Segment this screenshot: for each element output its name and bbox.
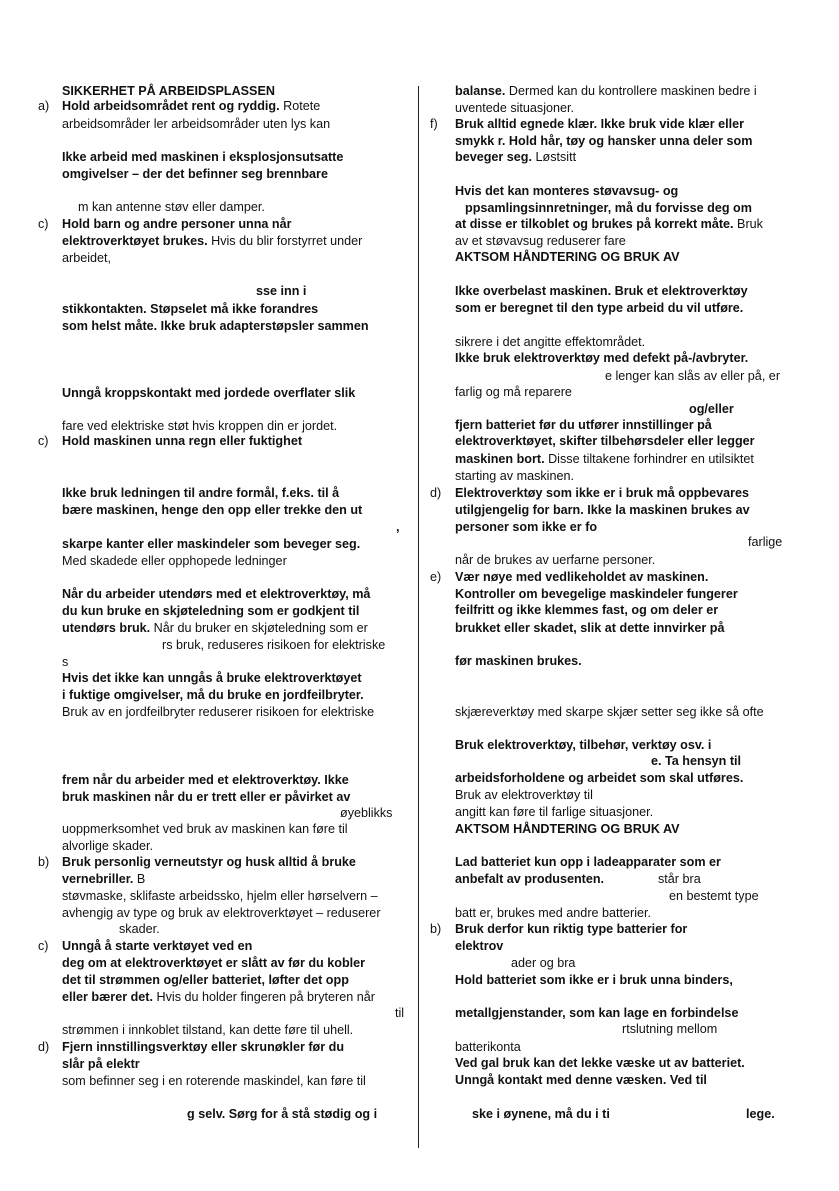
bold-text-segment: det til strømmen og/eller batteriet, løfter det opp xyxy=(62,973,349,987)
text-segment: Disse tiltakene forhindrer en utilsiktet xyxy=(544,452,754,466)
bold-text-segment: vernebriller. xyxy=(62,872,134,886)
bold-text-segment: Ikke arbeid med maskinen i eksplosjonsutsatte xyxy=(62,150,344,164)
text-line xyxy=(119,922,160,937)
bold-text-segment: AKTSOM HÅNDTERING OG BRUK AV xyxy=(455,822,680,836)
text-segment: som befinner seg i en roterende maskindel, kan føre til xyxy=(62,1074,366,1088)
text-segment: rs bruk, reduseres risikoen for elektriske xyxy=(162,638,386,652)
text-line xyxy=(748,535,782,550)
text-line xyxy=(455,587,738,602)
text-line xyxy=(62,855,356,870)
text-line xyxy=(455,553,655,568)
bold-text-segment: Elektroverktøy som ikke er i bruk må oppbevares xyxy=(455,486,749,500)
bold-text-segment: Bruk alltid egnede klær. Ikke bruk vide klær eller xyxy=(455,117,745,131)
text-line xyxy=(455,805,653,820)
text-line xyxy=(187,1107,377,1122)
text-line xyxy=(455,603,718,618)
list-marker: a) xyxy=(38,99,50,113)
text-segment: rtslutning mellom xyxy=(622,1022,718,1036)
bold-text-segment: Fjern innstillingsverktøy eller skrunøkler før du xyxy=(62,1040,345,1054)
text-line xyxy=(62,486,339,501)
bold-text-segment: utendørs bruk. xyxy=(62,621,151,635)
text-line xyxy=(455,922,687,937)
list-marker: d) xyxy=(430,486,442,500)
bold-text-segment: slår på elektr xyxy=(62,1057,140,1071)
text-segment: strømmen i innkoblet tilstand, kan dette føre til uhell. xyxy=(62,1023,354,1037)
bold-text-segment: Unngå kroppskontakt med jordede overflater slik xyxy=(62,386,356,400)
text-line xyxy=(455,335,645,350)
bold-text-segment: Bruk elektroverktøy, tilbehør, verktøy osv. i xyxy=(455,738,712,752)
text-segment: farlige xyxy=(748,535,783,549)
text-line xyxy=(651,754,741,769)
text-segment: Rotete xyxy=(279,99,321,113)
text-segment: farlig og må reparere xyxy=(455,385,572,399)
bold-text-segment: Hold batteriet som ikke er i bruk unna binders, xyxy=(455,973,733,987)
bold-text-segment: Bruk personlig verneutstyr og husk alltid å bruke xyxy=(62,855,356,869)
text-line xyxy=(455,906,651,921)
text-segment: m kan antenne støv eller damper. xyxy=(78,200,265,214)
text-line xyxy=(455,1056,745,1071)
bold-text-segment: Hold barn og andre personer unna når xyxy=(62,217,292,231)
bold-text-segment: fjern batteriet før du utfører innstillinger på xyxy=(455,418,712,432)
list-marker: b) xyxy=(430,922,442,936)
bold-text-segment: deg om at elektroverktøyet er slått av før du kobler xyxy=(62,956,366,970)
bold-text-segment: Unngå å starte verktøyet ved en xyxy=(62,939,253,953)
text-line xyxy=(62,790,350,805)
text-line xyxy=(746,1107,775,1122)
list-marker: c) xyxy=(38,939,49,953)
bold-text-segment: Ved gal bruk kan det lekke væske ut av batteriet. xyxy=(455,1056,745,1070)
bold-text-segment: Lad batteriet kun opp i ladeapparater som er xyxy=(455,855,721,869)
text-line xyxy=(455,101,574,116)
text-line xyxy=(472,1107,610,1122)
text-segment: alvorlige skader. xyxy=(62,839,154,853)
text-line xyxy=(62,150,343,165)
text-line xyxy=(669,889,759,904)
bold-text-segment: beveger seg. xyxy=(455,150,533,164)
text-line xyxy=(455,771,743,786)
bold-text-segment: feilfritt og ikke klemmes fast, og om deler er xyxy=(455,603,719,617)
text-line xyxy=(62,773,349,788)
text-line xyxy=(62,990,375,1005)
list-marker: c) xyxy=(38,434,49,448)
text-segment: øyeblikks xyxy=(340,806,393,820)
text-line xyxy=(62,217,292,232)
text-line xyxy=(455,705,764,720)
text-line xyxy=(455,822,680,837)
text-line xyxy=(689,402,734,417)
text-line xyxy=(455,351,748,366)
bold-text-segment: lege. xyxy=(746,1107,775,1121)
list-marker: d) xyxy=(38,1040,50,1054)
text-line xyxy=(62,956,365,971)
text-line xyxy=(62,973,349,988)
text-line xyxy=(62,386,355,401)
bold-text-segment: Ikke overbelast maskinen. Bruk et elektroverktøy xyxy=(455,284,748,298)
bold-text-segment: som helst måte. Ikke bruk adapterstøpsler sammen xyxy=(62,319,369,333)
text-segment: batterikonta xyxy=(455,1040,521,1054)
text-segment: sikrere i det angitte effektområdet. xyxy=(455,335,646,349)
text-segment: Bruk xyxy=(733,217,763,231)
bold-text-segment: som er beregnet til den type arbeid du vil utføre. xyxy=(455,301,744,315)
text-segment: angitt kan føre til farlige situasjoner. xyxy=(455,805,654,819)
text-line xyxy=(62,537,360,552)
bold-text-segment: Hvis det ikke kan unngås å bruke elektroverktøyet xyxy=(62,671,362,685)
bold-text-segment: personer som ikke er fo xyxy=(455,520,598,534)
text-line xyxy=(455,738,711,753)
text-line xyxy=(62,1057,140,1072)
bold-text-segment: smykk r. Hold hår, tøy og hansker unna deler som xyxy=(455,134,753,148)
bold-text-segment: balanse. xyxy=(455,84,506,98)
text-line xyxy=(622,1022,717,1037)
text-line xyxy=(455,234,626,249)
text-line xyxy=(455,503,750,518)
text-segment: starting av maskinen. xyxy=(455,469,574,483)
text-line xyxy=(62,705,374,720)
bold-text-segment: du kun bruke en skjøteledning som er godkjent til xyxy=(62,604,360,618)
text-line xyxy=(62,1040,344,1055)
text-segment: støvmaske, sklifaste arbeidssko, hjelm eller hørselvern – xyxy=(62,889,378,903)
bold-text-segment: maskinen bort. xyxy=(455,452,545,466)
text-segment: når de brukes av uerfarne personer. xyxy=(455,553,656,567)
bold-text-segment: at disse er tilkoblet og brukes på korrekt måte. xyxy=(455,217,734,231)
text-line xyxy=(62,1074,366,1089)
bold-text-segment: i fuktige omgivelser, må du bruke en jordfeilbryter. xyxy=(62,688,364,702)
text-segment: batt er, brukes med andre batterier. xyxy=(455,906,652,920)
bold-text-segment: Bruk derfor kun riktig type batterier for xyxy=(455,922,688,936)
text-line xyxy=(62,1023,353,1038)
text-line xyxy=(455,621,724,636)
text-line xyxy=(62,604,359,619)
text-line xyxy=(162,638,385,653)
list-marker: c) xyxy=(38,217,49,231)
text-segment: Hvis du blir forstyrret under xyxy=(207,234,363,248)
text-line xyxy=(455,788,593,803)
bold-text-segment: Ikke bruk ledningen til andre formål, f.eks. til å xyxy=(62,486,340,500)
text-line xyxy=(511,956,575,971)
text-segment: e lenger kan slås av eller på, er xyxy=(605,369,781,383)
text-line xyxy=(62,839,153,854)
text-segment: av et støvavsug reduserer fare xyxy=(455,234,626,248)
text-line xyxy=(455,939,503,954)
bold-text-segment: omgivelser – der det befinner seg brennbare xyxy=(62,167,328,181)
bold-text-segment: metallgjenstander, som kan lage en forbindelse xyxy=(455,1006,739,1020)
bold-text-segment: anbefalt av produsenten. xyxy=(455,872,605,886)
text-line xyxy=(455,973,733,988)
text-line xyxy=(396,520,400,535)
bold-text-segment: før maskinen brukes. xyxy=(455,654,582,668)
text-segment: arbeidet, xyxy=(62,251,112,265)
text-line xyxy=(62,889,378,904)
text-line xyxy=(455,385,572,400)
text-line xyxy=(78,200,265,215)
text-line xyxy=(256,284,306,299)
bold-text-segment: og/eller xyxy=(689,402,734,416)
text-line xyxy=(455,1073,707,1088)
bold-text-segment: sse inn i xyxy=(256,284,307,298)
text-segment: en bestemt type xyxy=(669,889,759,903)
text-segment: Med skadede eller opphopede ledninger xyxy=(62,554,287,568)
bold-text-segment: Ikke bruk elektroverktøy med defekt på-/avbryter. xyxy=(455,351,749,365)
text-segment: ader og bra xyxy=(511,956,576,970)
text-line xyxy=(62,167,328,182)
text-line xyxy=(62,688,364,703)
list-marker: f) xyxy=(430,117,438,131)
bold-text-segment: Hvis det kan monteres støvavsug- og xyxy=(455,184,679,198)
bold-text-segment: eller bærer det. xyxy=(62,990,153,1004)
text-line xyxy=(455,486,749,501)
text-line xyxy=(62,302,318,317)
text-line xyxy=(455,1040,521,1055)
bold-text-segment: brukket eller skadet, slik at dette innvirker på xyxy=(455,621,725,635)
text-segment: Bruk av en jordfeilbryter reduserer risikoen for elektriske xyxy=(62,705,375,719)
bold-text-segment: elektrov xyxy=(455,939,504,953)
text-line xyxy=(455,284,748,299)
bold-text-segment: Vær nøye med vedlikeholdet av maskinen. xyxy=(455,570,709,584)
text-line xyxy=(455,654,582,669)
text-segment: B xyxy=(133,872,146,886)
text-line xyxy=(62,906,381,921)
text-segment: Dermed kan du kontrollere maskinen bedre i xyxy=(505,84,757,98)
text-line xyxy=(465,201,752,216)
text-line xyxy=(62,117,330,132)
bold-text-segment: arbeidsforholdene og arbeidet som skal utføres. xyxy=(455,771,744,785)
text-line xyxy=(455,301,743,316)
bold-text-segment: g selv. Sørg for å stå stødig og i xyxy=(187,1107,378,1121)
text-line xyxy=(62,872,145,887)
bold-text-segment: elektroverktøyet, skifter tilbehørsdeler eller legger xyxy=(455,434,755,448)
text-segment: til xyxy=(395,1006,405,1020)
text-segment: arbeidsområder ler arbeidsområder uten lys kan xyxy=(62,117,331,131)
text-segment: Bruk av elektroverktøy til xyxy=(455,788,593,802)
text-segment: står bra xyxy=(658,872,701,886)
text-segment: Hvis du holder fingeren på bryteren når xyxy=(153,990,375,1004)
text-line xyxy=(455,250,680,265)
text-segment: avhengig av type og bruk av elektroverktøyet – reduserer xyxy=(62,906,381,920)
text-line xyxy=(395,1006,404,1021)
text-line xyxy=(455,1006,738,1021)
text-line xyxy=(455,434,755,449)
text-line xyxy=(62,655,68,670)
bold-text-segment: utilgjengelig for barn. Ikke la maskinen brukes av xyxy=(455,503,750,517)
text-line xyxy=(62,822,348,837)
bold-text-segment: e. Ta hensyn til xyxy=(651,754,742,768)
text-line xyxy=(605,369,780,384)
bold-text-segment: Hold arbeidsområdet rent og ryddig. xyxy=(62,99,280,113)
text-line xyxy=(62,554,287,569)
bold-text-segment: SIKKERHET PÅ ARBEIDSPLASSEN xyxy=(62,84,275,98)
text-line xyxy=(455,117,744,132)
bold-text-segment: Unngå kontakt med denne væsken. Ved til xyxy=(455,1073,707,1087)
bold-text-segment: Kontroller om bevegelige maskindeler fungerer xyxy=(455,587,738,601)
text-line xyxy=(62,621,368,636)
bold-text-segment: elektroverktøyet brukes. xyxy=(62,234,208,248)
text-line xyxy=(455,134,752,149)
text-segment: uventede situasjoner. xyxy=(455,101,575,115)
text-line xyxy=(62,234,362,249)
list-marker: e) xyxy=(430,570,442,584)
text-line xyxy=(455,150,576,165)
bold-text-segment: , xyxy=(396,520,400,534)
bold-text-segment: ske i øynene, må du i ti xyxy=(472,1107,610,1121)
text-line xyxy=(62,671,362,686)
text-line xyxy=(455,84,757,99)
text-segment: skjæreverktøy med skarpe skjær setter seg ikke så ofte xyxy=(455,705,764,719)
bold-text-segment: bruk maskinen når du er trett eller er påvirket av xyxy=(62,790,351,804)
bold-text-segment: frem når du arbeider med et elektroverktøy. Ikke xyxy=(62,773,349,787)
text-line xyxy=(455,418,712,433)
text-line xyxy=(455,855,721,870)
text-line xyxy=(455,570,708,585)
bold-text-segment: ppsamlingsinnretninger, må du forvisse deg om xyxy=(465,201,752,215)
text-line xyxy=(455,452,754,467)
text-segment: Løstsitt xyxy=(532,150,577,164)
list-marker: b) xyxy=(38,855,50,869)
text-line xyxy=(455,469,574,484)
text-segment: s xyxy=(62,655,69,669)
text-line xyxy=(658,872,701,887)
text-segment: skader. xyxy=(119,922,160,936)
text-segment: uoppmerksomhet ved bruk av maskinen kan føre til xyxy=(62,822,348,836)
bold-text-segment: AKTSOM HÅNDTERING OG BRUK AV xyxy=(455,250,680,264)
text-line xyxy=(62,84,275,99)
text-line xyxy=(62,99,320,114)
text-line xyxy=(62,319,369,334)
text-segment: fare ved elektriske støt hvis kroppen din er jordet. xyxy=(62,419,338,433)
bold-text-segment: Når du arbeider utendørs med et elektroverktøy, må xyxy=(62,587,371,601)
text-line xyxy=(62,503,362,518)
text-line xyxy=(455,520,597,535)
bold-text-segment: stikkontakten. Støpselet må ikke forandres xyxy=(62,302,319,316)
text-line xyxy=(62,587,370,602)
text-line xyxy=(62,251,111,266)
text-line xyxy=(62,434,302,449)
text-line xyxy=(62,939,252,954)
bold-text-segment: Hold maskinen unna regn eller fuktighet xyxy=(62,434,303,448)
text-line xyxy=(455,872,604,887)
column-divider xyxy=(418,86,419,1148)
text-line xyxy=(62,419,337,434)
text-line xyxy=(455,217,763,232)
bold-text-segment: skarpe kanter eller maskindeler som beveger seg. xyxy=(62,537,361,551)
bold-text-segment: bære maskinen, henge den opp eller trekke den ut xyxy=(62,503,363,517)
text-line xyxy=(340,806,392,821)
text-line xyxy=(455,184,678,199)
text-segment: Når du bruker en skjøteledning som er xyxy=(150,621,368,635)
